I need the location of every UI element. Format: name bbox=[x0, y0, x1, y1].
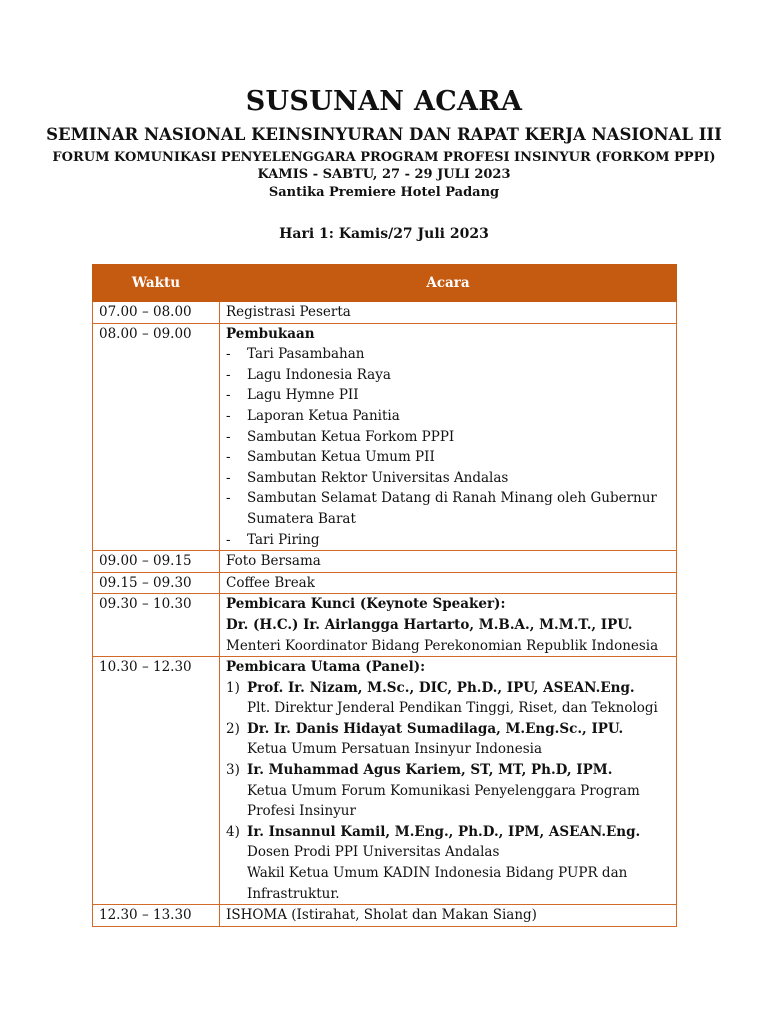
list-item: - Sambutan Ketua Forkom PPPI bbox=[226, 428, 455, 445]
list-item: - Lagu Hymne PII bbox=[226, 387, 359, 404]
speaker-name: Prof. Ir. Nizam, M.Sc., DIC, Ph.D., IPU, ASEAN.Eng. bbox=[247, 679, 635, 696]
event-cell: Registrasi Peserta bbox=[220, 302, 677, 324]
event-cell bbox=[220, 323, 677, 551]
time-cell: 08.00 – 09.00 bbox=[93, 323, 220, 551]
speaker-role: Wakil Ketua Umum KADIN Indonesia Bidang PUPR dan Infrastruktur. bbox=[247, 865, 628, 902]
panel-speaker: 3) Ir. Muhammad Agus Kariem, ST, MT, Ph.D, IPM. bbox=[226, 760, 670, 781]
event-cell: ISHOMA (Istirahat, Sholat dan Makan Siang) bbox=[220, 905, 677, 927]
table-row bbox=[93, 323, 677, 551]
list-item: - Lagu Indonesia Raya bbox=[226, 366, 391, 383]
table-row bbox=[93, 905, 677, 927]
time-cell: 10.30 – 12.30 bbox=[93, 657, 220, 905]
event-venue: Santika Premiere Hotel Padang bbox=[268, 185, 500, 200]
speaker-name: Ir. Insannul Kamil, M.Eng., Ph.D., IPM, ASEAN.Eng. bbox=[247, 823, 641, 840]
event-subtitle: SEMINAR NASIONAL KEINSINYURAN DAN RAPAT KERJA NASIONAL III bbox=[46, 125, 722, 144]
event-cell bbox=[220, 657, 677, 905]
time-cell: 09.15 – 09.30 bbox=[93, 572, 220, 594]
event-cell: Coffee Break bbox=[220, 572, 677, 594]
list-item: - Laporan Ketua Panitia bbox=[226, 407, 400, 424]
time-cell: 07.00 – 08.00 bbox=[93, 302, 220, 324]
schedule-table bbox=[92, 264, 677, 927]
event-heading: Pembicara Utama (Panel): bbox=[226, 659, 426, 676]
speaker-role: Ketua Umum Forum Komunikasi Penyelenggara Program Profesi Insinyur bbox=[247, 782, 640, 820]
event-heading: Pembicara Kunci (Keynote Speaker): bbox=[226, 596, 506, 613]
event-cell bbox=[220, 594, 677, 657]
table-row bbox=[93, 551, 677, 573]
speaker-name: Ir. Muhammad Agus Kariem, ST, MT, Ph.D, IPM. bbox=[247, 762, 613, 779]
forum-name: FORUM KOMUNIKASI PENYELENGGARA PROGRAM PROFESI INSINYUR (FORKOM PPPI) bbox=[52, 150, 716, 165]
list-item: - Tari Piring bbox=[226, 531, 320, 548]
page-title: SUSUNAN ACARA bbox=[245, 86, 523, 117]
event-heading: Pembukaan bbox=[226, 325, 315, 342]
table-row bbox=[93, 572, 677, 594]
event-cell: Foto Bersama bbox=[220, 551, 677, 573]
table-row bbox=[93, 302, 677, 324]
speaker-role: Menteri Koordinator Bidang Perekonomian Republik Indonesia bbox=[226, 637, 659, 654]
time-cell: 09.00 – 09.15 bbox=[93, 551, 220, 573]
time-cell: 09.30 – 10.30 bbox=[93, 594, 220, 657]
table-row bbox=[93, 594, 677, 657]
list-item: - Tari Pasambahan bbox=[226, 346, 365, 363]
day-heading: Hari 1: Kamis/27 Juli 2023 bbox=[279, 226, 489, 242]
speaker-role: Plt. Direktur Jenderal Pendikan Tinggi, Riset, dan Teknologi bbox=[247, 700, 658, 717]
speaker-name: Dr. (H.C.) Ir. Airlangga Hartarto, M.B.A., M.M.T., IPU. bbox=[226, 616, 633, 633]
list-item: - Sambutan Ketua Umum PII bbox=[226, 449, 435, 466]
event-date: KAMIS - SABTU, 27 - 29 JULI 2023 bbox=[257, 167, 511, 182]
column-header-time: Waktu bbox=[93, 265, 220, 302]
speaker-name: Dr. Ir. Danis Hidayat Sumadilaga, M.Eng.Sc., IPU. bbox=[247, 720, 624, 737]
speaker-role: Dosen Prodi PPI Universitas Andalas bbox=[247, 844, 500, 861]
column-header-event: Acara bbox=[220, 265, 677, 302]
list-item: - Sambutan Selamat Datang di Ranah Minang oleh Gubernur Sumatera Barat bbox=[226, 490, 657, 527]
table-header-row bbox=[93, 265, 677, 302]
list-item: - Sambutan Rektor Universitas Andalas bbox=[226, 469, 509, 486]
time-cell: 12.30 – 13.30 bbox=[93, 905, 220, 927]
panel-speaker: 4) Ir. Insannul Kamil, M.Eng., Ph.D., IPM, ASEAN.Eng. bbox=[226, 822, 670, 843]
panel-speaker: 1) Prof. Ir. Nizam, M.Sc., DIC, Ph.D., IPU, ASEAN.Eng. bbox=[226, 678, 670, 699]
speaker-role: Ketua Umum Persatuan Insinyur Indonesia bbox=[247, 741, 542, 758]
table-row bbox=[93, 657, 677, 905]
panel-speaker: 2) Dr. Ir. Danis Hidayat Sumadilaga, M.Eng.Sc., IPU. bbox=[226, 719, 670, 740]
